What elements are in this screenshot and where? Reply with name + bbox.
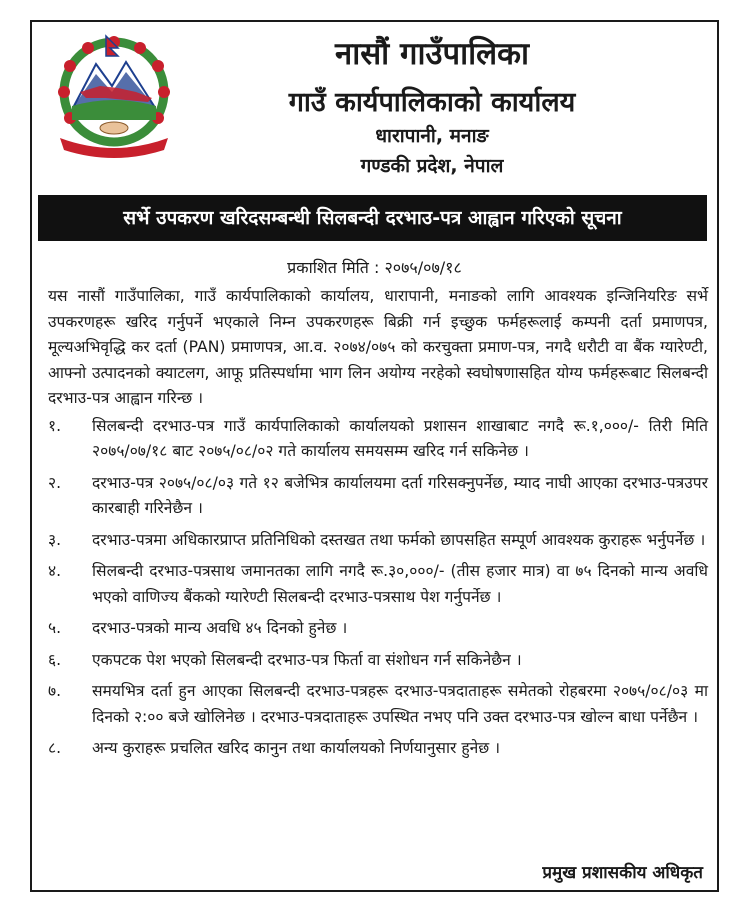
list-item [48,736,708,762]
list-item [48,616,708,642]
item-text: समयभित्र दर्ता हुन आएका सिलबन्दी दरभाउ-पत्रहरू दरभाउ-पत्रदाताहरू समेतको रोहबरमा २०७५/०८/०३ मा दिनको २:०० बजे खोलिनेछ । दरभाउ-पत्रदाताहरू उपस्थित नभए पनि उक्त दरभाउ-पत्र खोल्न बाधा पर्नेछैन । [92,682,708,726]
intro-paragraph: यस नासौं गाउँपालिका, गाउँ कार्यपालिकाको कार्यालय, धारापानी, मनाङको लागि आवश्यक इन्जिनियरिङ सर्भे उपकरणहरू खरिद गर्नुपर्ने भएकाले निम्न उपकरणहरू बिक्री गर्न इच्छुक फर्महरूलाई कम्पनी दर्ता प्रमाणपत्र, मूल्यअभिवृद्धि कर दर्ता (PAN) प्रमाणपत्र, आ.व. २०७४/०७५ को करचुक्ता प्रमाण-पत्र, नगदै धरौटी वा बैंक ग्यारेण्टी, आफ्नो उत्पादनको क्याटलग, आफू प्रतिस्पर्धामा भाग लिन अयोग्य नरहेको स्वघोषणासहित योग्य फर्महरूबाट सिलबन्दी दरभाउ-पत्र आह्वान गरिन्छ । [48,287,708,407]
list-item [48,414,708,465]
item-number: ८. [48,739,62,757]
address-line-1: धारापानी, मनाङ [375,125,489,147]
nepal-emblem-icon [56,34,172,162]
item-number: ७. [48,682,62,700]
item-text: सिलबन्दी दरभाउ-पत्रसाथ जमानतका लागि नगदै रू.३०,०००/- (तीस हजार मात्र) वा ७५ दिनको मान्य अवधि भएको वाणिज्य बैंकको ग्यारेण्टी सिलबन्दी दरभाउ-पत्रसाथ पेश गर्नुपर्नेछ । [92,562,708,606]
office-name: गाउँ कार्यपालिकाको कार्यालय [288,87,576,118]
list-item [48,648,708,674]
item-text: अन्य कुराहरू प्रचलित खरिद कानुन तथा कार्यालयको निर्णयानुसार हुनेछ । [92,739,501,757]
item-number: ३. [48,530,62,549]
municipality-title: नासौं गाउँपालिका [334,36,529,72]
notice-header [32,22,717,192]
item-number: २. [48,473,62,492]
signatory-title: प्रमुख प्रशासकीय अधिकृत [542,863,703,883]
item-text: दरभाउ-पत्र २०७५/०८/०३ गते १२ बजेभित्र कार्यालयमा दर्ता गरिसक्नुपर्नेछ, म्याद नाघी आएका दरभाउ-पत्रउपर कारबाही गरिनेछैन । [92,473,708,517]
notice-frame [30,20,719,892]
list-item [48,471,708,522]
list-item [48,528,708,554]
item-text: दरभाउ-पत्रको मान्य अवधि ४५ दिनको हुनेछ । [92,619,348,637]
list-item [48,679,708,730]
published-date: प्रकाशित मिति : २०७५/०७/१८ [287,258,462,277]
item-text: एकपटक पेश भएको सिलबन्दी दरभाउ-पत्र फिर्ता वा संशोधन गर्न सकिनेछैन । [92,650,522,669]
item-number: ५. [48,619,62,637]
item-text: सिलबन्दी दरभाउ-पत्र गाउँ कार्यपालिकाको कार्यालयको प्रशासन शाखाबाट नगदै रू.१,०००/- तिरी मिति २०७५/०७/१८ बाट २०७५/०८/०२ गते कार्यालय समयसम्म खरिद गर्न सकिनेछ । [92,416,708,460]
address-line-2: गण्डकी प्रदेश, नेपाल [360,155,504,177]
conditions-list [48,414,708,762]
notice-heading-banner: सर्भे उपकरण खरिदसम्बन्धी सिलबन्दी दरभाउ-पत्र आह्वान गरिएको सूचना [38,195,707,241]
list-item [48,559,708,610]
notice-body [48,284,708,768]
item-number: १. [48,416,62,435]
item-number: ४. [48,562,62,580]
item-text: दरभाउ-पत्रमा अधिकारप्राप्त प्रतिनिधिको दस्तखत तथा फर्मको छापसहित सम्पूर्ण आवश्यक कुराहरू भर्नुपर्नेछ । [92,530,706,549]
item-number: ६. [48,650,62,669]
